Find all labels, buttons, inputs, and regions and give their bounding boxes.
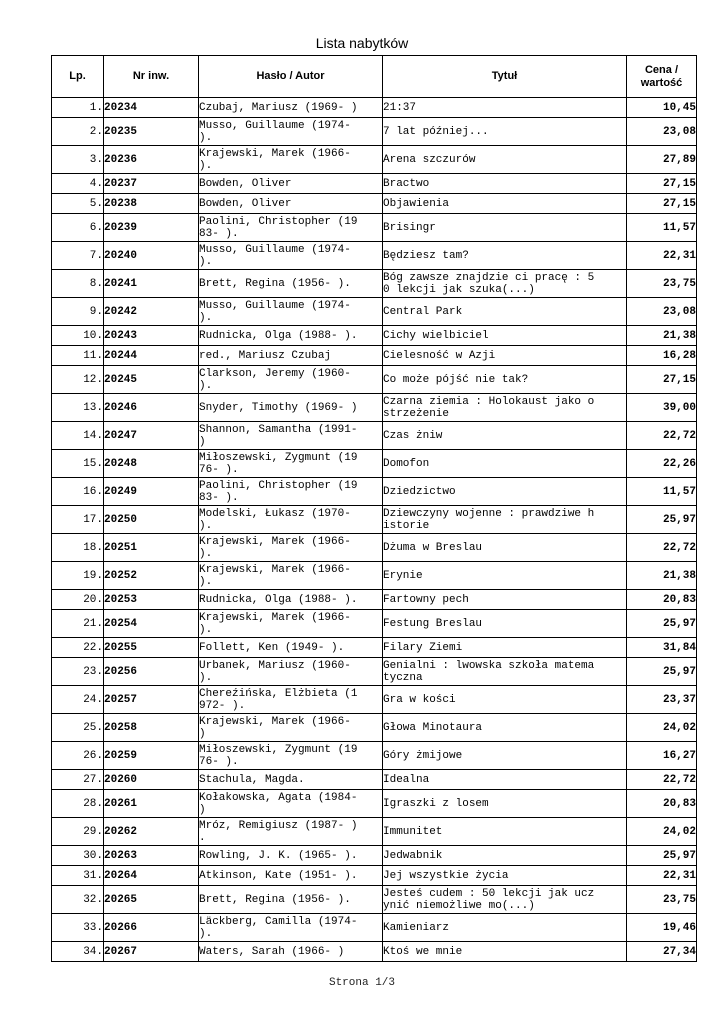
row-title: Jej wszystkie życia xyxy=(383,866,627,886)
row-title: Bóg zawsze znajdzie ci pracę : 5 0 lekcji jak szuka(...) xyxy=(383,270,627,298)
row-price: 27,15 xyxy=(627,194,697,214)
acquisitions-table xyxy=(51,55,697,962)
row-nr: 20255 xyxy=(104,638,199,658)
row-lp: 17. xyxy=(52,506,104,534)
row-price: 23,37 xyxy=(627,686,697,714)
row-price: 19,46 xyxy=(627,914,697,942)
row-price: 25,97 xyxy=(627,658,697,686)
row-lp: 16. xyxy=(52,478,104,506)
row-lp: 11. xyxy=(52,346,104,366)
header-price: Cena / wartość xyxy=(627,56,697,98)
row-author: Czubaj, Mariusz (1969- ) xyxy=(199,98,383,118)
row-author: Follett, Ken (1949- ). xyxy=(199,638,383,658)
row-author: Modelski, Łukasz (1970- ). xyxy=(199,506,383,534)
row-lp: 26. xyxy=(52,742,104,770)
row-price: 27,89 xyxy=(627,146,697,174)
row-author: Miłoszewski, Zygmunt (19 76- ). xyxy=(199,742,383,770)
row-author: Paolini, Christopher (19 83- ). xyxy=(199,214,383,242)
row-author: Urbanek, Mariusz (1960- ). xyxy=(199,658,383,686)
row-author: Stachula, Magda. xyxy=(199,770,383,790)
row-lp: 30. xyxy=(52,846,104,866)
row-author: Miłoszewski, Zygmunt (19 76- ). xyxy=(199,450,383,478)
table-row xyxy=(52,478,697,506)
row-title: Jedwabnik xyxy=(383,846,627,866)
table-row xyxy=(52,270,697,298)
row-nr: 20239 xyxy=(104,214,199,242)
row-price: 25,97 xyxy=(627,610,697,638)
table-row xyxy=(52,866,697,886)
row-title: Central Park xyxy=(383,298,627,326)
row-title: 21:37 xyxy=(383,98,627,118)
row-nr: 20248 xyxy=(104,450,199,478)
row-price: 39,00 xyxy=(627,394,697,422)
row-nr: 20247 xyxy=(104,422,199,450)
row-author: Bowden, Oliver xyxy=(199,194,383,214)
row-lp: 29. xyxy=(52,818,104,846)
table-row xyxy=(52,534,697,562)
table-row xyxy=(52,886,697,914)
row-author: Brett, Regina (1956- ). xyxy=(199,886,383,914)
row-price: 27,34 xyxy=(627,942,697,962)
row-title: Co może pójść nie tak? xyxy=(383,366,627,394)
table-row xyxy=(52,422,697,450)
row-lp: 18. xyxy=(52,534,104,562)
row-title: Festung Breslau xyxy=(383,610,627,638)
row-nr: 20259 xyxy=(104,742,199,770)
table-row xyxy=(52,346,697,366)
row-price: 23,08 xyxy=(627,118,697,146)
table-row xyxy=(52,818,697,846)
row-nr: 20257 xyxy=(104,686,199,714)
row-price: 23,75 xyxy=(627,270,697,298)
row-nr: 20250 xyxy=(104,506,199,534)
row-title: Głowa Minotaura xyxy=(383,714,627,742)
row-lp: 14. xyxy=(52,422,104,450)
row-author: Shannon, Samantha (1991- ) xyxy=(199,422,383,450)
table-row xyxy=(52,846,697,866)
row-price: 22,31 xyxy=(627,242,697,270)
table-row xyxy=(52,638,697,658)
row-nr: 20238 xyxy=(104,194,199,214)
row-price: 31,84 xyxy=(627,638,697,658)
header-nr: Nr inw. xyxy=(104,56,199,98)
table-row xyxy=(52,366,697,394)
row-nr: 20246 xyxy=(104,394,199,422)
row-author: Rudnicka, Olga (1988- ). xyxy=(199,326,383,346)
row-title: Ktoś we mnie xyxy=(383,942,627,962)
row-price: 27,15 xyxy=(627,366,697,394)
row-price: 25,97 xyxy=(627,506,697,534)
row-title: Dziewczyny wojenne : prawdziwe h istorie xyxy=(383,506,627,534)
row-lp: 25. xyxy=(52,714,104,742)
row-author: Kołakowska, Agata (1984- ) xyxy=(199,790,383,818)
row-lp: 20. xyxy=(52,590,104,610)
row-nr: 20244 xyxy=(104,346,199,366)
row-nr: 20267 xyxy=(104,942,199,962)
table-row xyxy=(52,686,697,714)
row-nr: 20263 xyxy=(104,846,199,866)
row-price: 22,31 xyxy=(627,866,697,886)
row-nr: 20249 xyxy=(104,478,199,506)
row-author: Krajewski, Marek (1966- ) xyxy=(199,714,383,742)
row-title: Erynie xyxy=(383,562,627,590)
table-row xyxy=(52,242,697,270)
row-nr: 20251 xyxy=(104,534,199,562)
table-row xyxy=(52,562,697,590)
row-title: Filary Ziemi xyxy=(383,638,627,658)
row-nr: 20242 xyxy=(104,298,199,326)
header-title: Tytuł xyxy=(383,56,627,98)
row-nr: 20236 xyxy=(104,146,199,174)
table-row xyxy=(52,742,697,770)
row-author: Musso, Guillaume (1974- ). xyxy=(199,298,383,326)
table-row xyxy=(52,590,697,610)
row-lp: 23. xyxy=(52,658,104,686)
row-author: Rowling, J. K. (1965- ). xyxy=(199,846,383,866)
row-nr: 20260 xyxy=(104,770,199,790)
row-author: Musso, Guillaume (1974- ). xyxy=(199,242,383,270)
row-nr: 20241 xyxy=(104,270,199,298)
row-price: 16,28 xyxy=(627,346,697,366)
row-price: 20,83 xyxy=(627,790,697,818)
row-nr: 20262 xyxy=(104,818,199,846)
row-price: 25,97 xyxy=(627,846,697,866)
row-author: Mróz, Remigiusz (1987- ) . xyxy=(199,818,383,846)
row-author: Clarkson, Jeremy (1960- ). xyxy=(199,366,383,394)
row-author: Rudnicka, Olga (1988- ). xyxy=(199,590,383,610)
row-nr: 20264 xyxy=(104,866,199,886)
row-author: Krajewski, Marek (1966- ). xyxy=(199,562,383,590)
row-price: 16,27 xyxy=(627,742,697,770)
row-lp: 2. xyxy=(52,118,104,146)
row-title: Dziedzictwo xyxy=(383,478,627,506)
row-title: Idealna xyxy=(383,770,627,790)
table-row xyxy=(52,214,697,242)
header-lp: Lp. xyxy=(52,56,104,98)
row-lp: 21. xyxy=(52,610,104,638)
row-price: 23,75 xyxy=(627,886,697,914)
row-price: 24,02 xyxy=(627,714,697,742)
row-nr: 20240 xyxy=(104,242,199,270)
row-price: 23,08 xyxy=(627,298,697,326)
row-nr: 20245 xyxy=(104,366,199,394)
row-lp: 31. xyxy=(52,866,104,886)
table-row xyxy=(52,790,697,818)
row-title: Objawienia xyxy=(383,194,627,214)
row-price: 21,38 xyxy=(627,562,697,590)
row-title: Dżuma w Breslau xyxy=(383,534,627,562)
row-title: Cielesność w Azji xyxy=(383,346,627,366)
table-row xyxy=(52,770,697,790)
row-price: 22,26 xyxy=(627,450,697,478)
row-nr: 20235 xyxy=(104,118,199,146)
row-lp: 24. xyxy=(52,686,104,714)
row-title: Cichy wielbiciel xyxy=(383,326,627,346)
row-price: 22,72 xyxy=(627,422,697,450)
table-row xyxy=(52,394,697,422)
row-lp: 1. xyxy=(52,98,104,118)
row-title: Będziesz tam? xyxy=(383,242,627,270)
table-row xyxy=(52,146,697,174)
row-author: Musso, Guillaume (1974- ). xyxy=(199,118,383,146)
row-title: Jesteś cudem : 50 lekcji jak ucz ynić niemożliwe mo(...) xyxy=(383,886,627,914)
page-title: Lista nabytków xyxy=(315,35,409,51)
row-lp: 3. xyxy=(52,146,104,174)
row-title: Gra w kości xyxy=(383,686,627,714)
row-title: Genialni : lwowska szkoła matema tyczna xyxy=(383,658,627,686)
table-row xyxy=(52,506,697,534)
row-title: 7 lat później... xyxy=(383,118,627,146)
row-author: red., Mariusz Czubaj xyxy=(199,346,383,366)
table-header-row xyxy=(52,56,697,98)
table-row xyxy=(52,118,697,146)
row-title: Immunitet xyxy=(383,818,627,846)
row-lp: 15. xyxy=(52,450,104,478)
page-footer: Strona 1/3 xyxy=(328,977,395,989)
row-title: Domofon xyxy=(383,450,627,478)
row-lp: 19. xyxy=(52,562,104,590)
row-price: 22,72 xyxy=(627,534,697,562)
row-price: 21,38 xyxy=(627,326,697,346)
row-price: 11,57 xyxy=(627,214,697,242)
row-author: Paolini, Christopher (19 83- ). xyxy=(199,478,383,506)
row-author: Bowden, Oliver xyxy=(199,174,383,194)
row-title: Fartowny pech xyxy=(383,590,627,610)
table-row xyxy=(52,98,697,118)
row-nr: 20237 xyxy=(104,174,199,194)
row-author: Atkinson, Kate (1951- ). xyxy=(199,866,383,886)
row-author: Krajewski, Marek (1966- ). xyxy=(199,146,383,174)
row-author: Snyder, Timothy (1969- ) xyxy=(199,394,383,422)
row-nr: 20254 xyxy=(104,610,199,638)
row-nr: 20253 xyxy=(104,590,199,610)
row-nr: 20243 xyxy=(104,326,199,346)
table-row xyxy=(52,194,697,214)
table-row xyxy=(52,914,697,942)
row-lp: 34. xyxy=(52,942,104,962)
row-lp: 13. xyxy=(52,394,104,422)
row-nr: 20252 xyxy=(104,562,199,590)
row-title: Czarna ziemia : Holokaust jako o strzeżenie xyxy=(383,394,627,422)
row-lp: 6. xyxy=(52,214,104,242)
table-row xyxy=(52,610,697,638)
row-price: 20,83 xyxy=(627,590,697,610)
row-price: 22,72 xyxy=(627,770,697,790)
row-lp: 9. xyxy=(52,298,104,326)
row-lp: 22. xyxy=(52,638,104,658)
row-lp: 32. xyxy=(52,886,104,914)
row-author: Krajewski, Marek (1966- ). xyxy=(199,610,383,638)
table-row xyxy=(52,450,697,478)
table-row xyxy=(52,658,697,686)
row-title: Bractwo xyxy=(383,174,627,194)
row-lp: 8. xyxy=(52,270,104,298)
row-author: Chereźińska, Elżbieta (1 972- ). xyxy=(199,686,383,714)
table-row xyxy=(52,326,697,346)
row-title: Brisingr xyxy=(383,214,627,242)
row-lp: 12. xyxy=(52,366,104,394)
row-lp: 28. xyxy=(52,790,104,818)
row-lp: 27. xyxy=(52,770,104,790)
row-title: Góry żmijowe xyxy=(383,742,627,770)
row-price: 24,02 xyxy=(627,818,697,846)
table-row xyxy=(52,714,697,742)
row-author: Brett, Regina (1956- ). xyxy=(199,270,383,298)
row-title: Kamieniarz xyxy=(383,914,627,942)
row-lp: 33. xyxy=(52,914,104,942)
row-nr: 20234 xyxy=(104,98,199,118)
header-author: Hasło / Autor xyxy=(199,56,383,98)
table-row xyxy=(52,942,697,962)
row-price: 27,15 xyxy=(627,174,697,194)
table-row xyxy=(52,174,697,194)
row-nr: 20261 xyxy=(104,790,199,818)
row-nr: 20258 xyxy=(104,714,199,742)
row-price: 10,45 xyxy=(627,98,697,118)
row-nr: 20266 xyxy=(104,914,199,942)
row-nr: 20265 xyxy=(104,886,199,914)
row-title: Czas żniw xyxy=(383,422,627,450)
row-title: Arena szczurów xyxy=(383,146,627,174)
row-lp: 4. xyxy=(52,174,104,194)
table-row xyxy=(52,298,697,326)
row-price: 11,57 xyxy=(627,478,697,506)
row-author: Waters, Sarah (1966- ) xyxy=(199,942,383,962)
row-title: Igraszki z losem xyxy=(383,790,627,818)
row-lp: 7. xyxy=(52,242,104,270)
row-nr: 20256 xyxy=(104,658,199,686)
row-lp: 10. xyxy=(52,326,104,346)
row-author: Krajewski, Marek (1966- ). xyxy=(199,534,383,562)
row-lp: 5. xyxy=(52,194,104,214)
row-author: Läckberg, Camilla (1974- ). xyxy=(199,914,383,942)
